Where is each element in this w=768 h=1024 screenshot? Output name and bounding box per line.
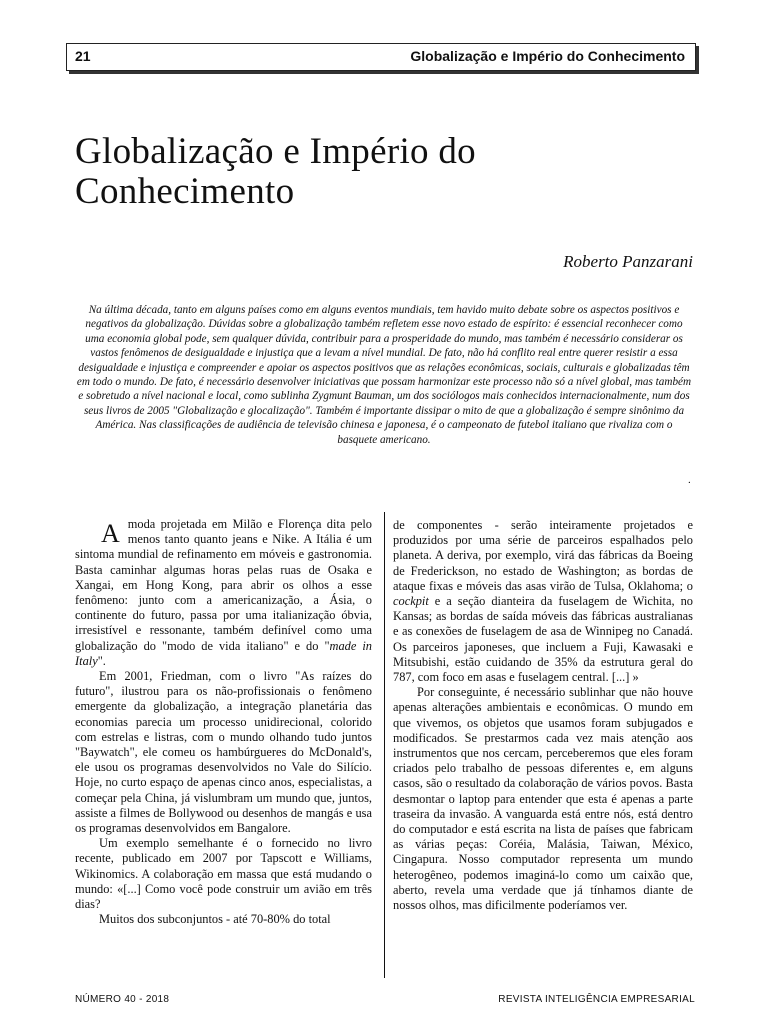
paragraph-5 — [393, 518, 693, 685]
right-column — [393, 518, 693, 913]
paragraph-4: Muitos dos subconjuntos - até 70-80% do total — [99, 912, 331, 927]
footer-issue: NÚMERO 40 - 2018 — [75, 994, 170, 1005]
abstract-end-mark: . — [688, 474, 691, 486]
paragraph-1 — [75, 517, 372, 669]
paragraph-1-text: moda projetada em Milão e Florença dita pelo menos tanto quanto jeans e Nike. A Itália é um sintoma mundial de refinamento em móveis e gastronomia. Basta caminhar algumas horas pelas ruas de Osaka e Xangai, em Hong Kong, para abrir os olhos a esse fenômeno: junto com a americanização, a Ásia, o continente do futuro, passa por uma italianização óbvia, irresistível e ressonante, também definível como uma globalização do "modo de vida italiano" e do " — [75, 517, 372, 653]
page-number: 21 — [75, 48, 91, 64]
article-abstract: Na última década, tanto em alguns países como em alguns eventos mundiais, tem havido muito debate sobre os aspectos positivos e negativos da globalização. Dúvidas sobre a globalização também refletem esse novo estado de espírito: é essencial reconhecer como uma economia global pode, sem qualquer dúvida, contribuir para a prosperidade do mundo, mas também é necessário considerar os vastos fenômenos de desigualdade e injustiça que a levam a nível mundial. De fato, não há conflito real entre querer resistir a essa desigualdade e injustiça e compreender e apoiar os aspectos positivos que as relações econômicas, sociais, culturais e globalizadas têm em todo o mundo. De fato, é necessário desenvolver iniciativas que possam harmonizar este processo não só a nível global, mas também e sobretudo a nível nacional e local, como sublinha Zygmunt Bauman, um dos sociólogos mais conhecidos internacionalmente, num dos seus livros de 2005 "Globalização e glocalização". Também é importante dissipar o mito de que a globalização é sempre sinônimo da América. Nas classificações de audiência de televisão chinesa e japonesa, é o campeonato de futebol italiano que rivaliza com o basquete americano. — [76, 304, 692, 446]
drop-cap: A — [101, 519, 120, 548]
running-title: Globalização e Império do Conhecimento — [410, 48, 685, 64]
article-author: Roberto Panzarani — [563, 252, 693, 271]
article-title-line1: Globalização e Império do — [75, 131, 476, 172]
footer-journal: REVISTA INTELIGÊNCIA EMPRESARIAL — [498, 994, 695, 1005]
column-divider — [384, 512, 385, 978]
left-column — [75, 517, 372, 927]
paragraph-3: Um exemplo semelhante é o fornecido no livro recente, publicado em 2007 por Tapscott e Williams, Wikinomics. A colaboração em massa que está mudando o mundo: «[...] Como você pode construir um avião em três dias? — [75, 836, 372, 912]
paragraph-5-text-a: de componentes - serão inteiramente projetados e produzidos por uma série de parceiros espalhados pelo planeta. A deriva, por exemplo, virá das fábricas da Boeing de Frederickson, no estado de Washington; as bordas de ataque fixas e móveis das asas virão de Tulsa, Oklahoma; o — [393, 518, 693, 593]
article-title-line2: Conhecimento — [75, 171, 295, 212]
running-header — [66, 43, 696, 71]
paragraph-1-end: ". — [97, 653, 106, 668]
paragraph-2: Em 2001, Friedman, com o livro "As raízes do futuro", ilustrou para os não-profissionais o fenômeno emergente da globalização, a integração planetária das economias parecia um processo unidirecional, colorido com estrelas e listras, com o mundo olhando tudo juntos "Baywatch", ele comeu os hambúrgueres do McDonald's, ele usou os programas desenvolvidos no Vale do Silício. Hoje, no curto espaço de apenas cinco anos, especialistas, a começar pela China, já vislumbram um mundo que, juntos, assiste a filmes de Bollywood ou desenhos de mangás e usa os programas desenvolvidos em Bangalore. — [75, 669, 372, 836]
paragraph-5-italic: cockpit — [393, 594, 429, 609]
paragraph-1-italic: made in Italy — [75, 638, 372, 668]
article-title — [75, 132, 695, 212]
paragraph-5-text-b: e a seção dianteira da fuselagem de Wichita, no Kansas; as bordas de saída móveis das fábricas australianas e as conexões de fuselagem de asa de Winnipeg no Canadá. Os parceiros japoneses, que incluem a Fuji, Kawasaki e Mitsubishi, estão cuidando de 35% da estrutura geral do 787, com foco em asas e fuselagem central. [...] » — [393, 594, 693, 685]
paragraph-6: Por conseguinte, é necessário sublinhar que não houve apenas alterações ambientais e econômicas. O mundo em que vivemos, os objetos que usamos foram subjugados e modificados. Se prestarmos cada vez mais atenção aos instrumentos que nos cercam, perceberemos que eles foram criados pelo trabalho de pessoas diferentes e, em alguns casos, são o resultado da colaboração de vários povos. Basta desmontar o laptop para entender que esta é apenas a parte traseira da invasão. A vanguarda está entre nós, está dentro do computador e está escrita na lista de países que fabricam as várias peças: Coréia, Malásia, Taiwan, México, Cingapura. Nosso computador representa um mundo heterogêneo, podemos imaginá-lo como um caixão que, aberto, revela uma verdade que já tínhamos diante de nossos olhos, mas dificilmente poderíamos ver. — [393, 685, 693, 913]
